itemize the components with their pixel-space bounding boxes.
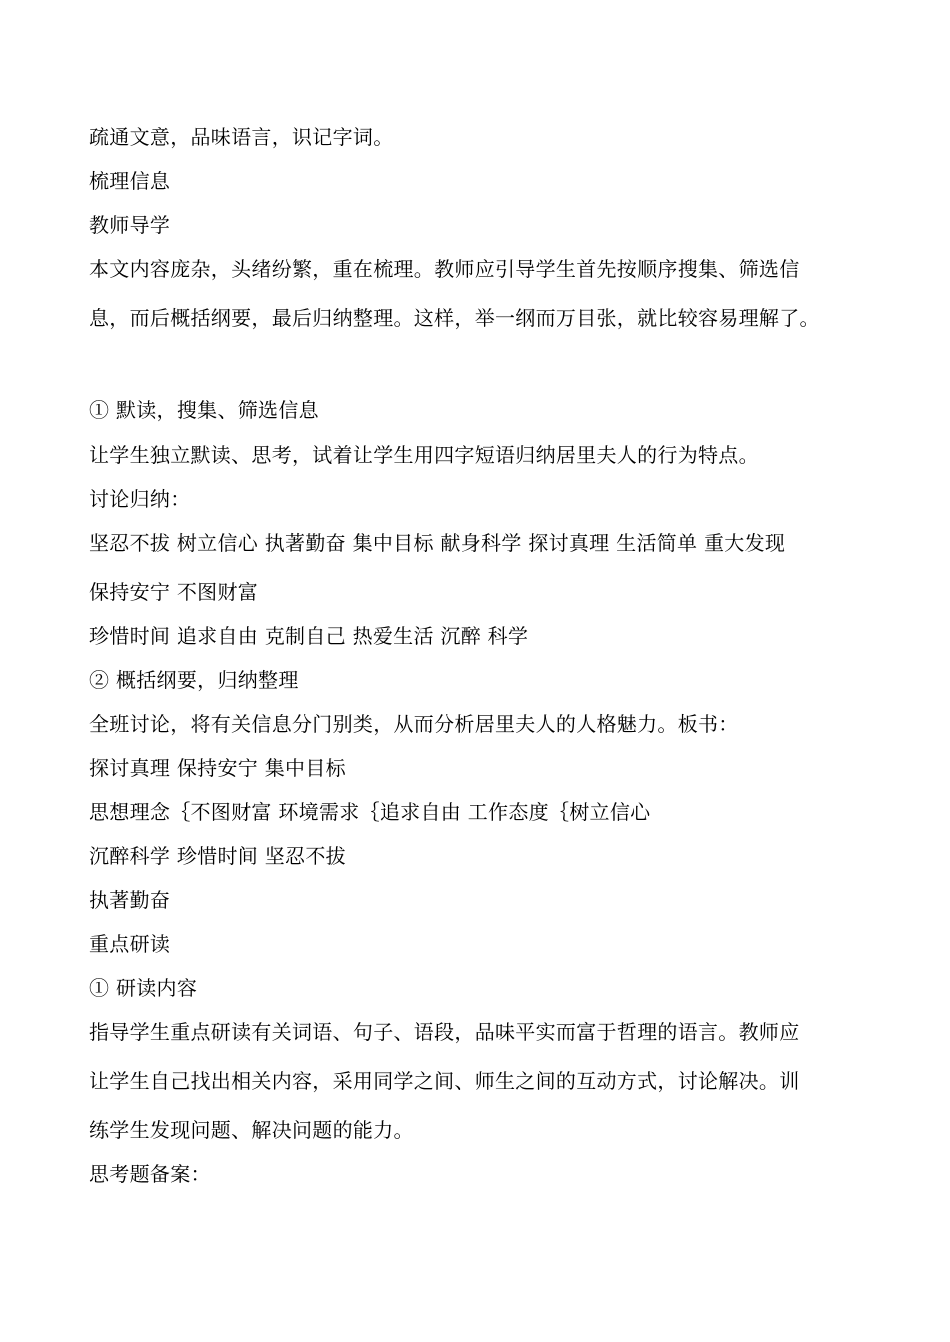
- text-line: 思考题备案：: [89, 1162, 211, 1186]
- text-line: 珍惜时间 追求自由 克制自己 热爱生活 沉醉 科学: [89, 624, 529, 648]
- text-line: 让学生自己找出相关内容，采用同学之间、师生之间的互动方式，讨论解决。训: [89, 1069, 800, 1093]
- text-line: 练学生发现问题、解决问题的能力。: [89, 1118, 414, 1142]
- text-line: 保持安宁 不图财富: [89, 580, 259, 604]
- section-heading: 重点研读: [89, 932, 171, 956]
- section-heading: 教师导学: [89, 213, 171, 237]
- section-heading: 梳理信息: [89, 169, 171, 193]
- text-line: 息，而后概括纲要，最后归纳整理。这样，举一纲而万目张，就比较容易理解了。: [89, 306, 820, 330]
- text-line: 本文内容庞杂，头绪纷繁，重在梳理。教师应引导学生首先按顺序搜集、筛选信: [89, 257, 800, 281]
- text-line: 全班讨论，将有关信息分门别类，从而分析居里夫人的人格魅力。板书：: [89, 712, 739, 736]
- text-line: 坚忍不拔 树立信心 执著勤奋 集中目标 献身科学 探讨真理 生活简单 重大发现: [89, 531, 786, 555]
- list-item: ① 默读，搜集、筛选信息: [89, 398, 319, 422]
- list-item: ② 概括纲要，归纳整理: [89, 668, 299, 692]
- text-line: 思想理念｛不图财富 环境需求｛追求自由 工作态度｛树立信心: [89, 800, 651, 824]
- text-line: 讨论归纳：: [89, 487, 191, 511]
- text-line: 探讨真理 保持安宁 集中目标: [89, 756, 346, 780]
- text-line: 疏通文意，品味语言，识记字词。: [89, 125, 394, 149]
- text-line: 指导学生重点研读有关词语、句子、语段，品味平实而富于哲理的语言。教师应: [89, 1020, 800, 1044]
- list-item: ① 研读内容: [89, 976, 198, 1000]
- text-line: 执著勤奋: [89, 888, 171, 912]
- text-line: 让学生独立默读、思考，试着让学生用四字短语归纳居里夫人的行为特点。: [89, 443, 759, 467]
- text-line: 沉醉科学 珍惜时间 坚忍不拔: [89, 844, 346, 868]
